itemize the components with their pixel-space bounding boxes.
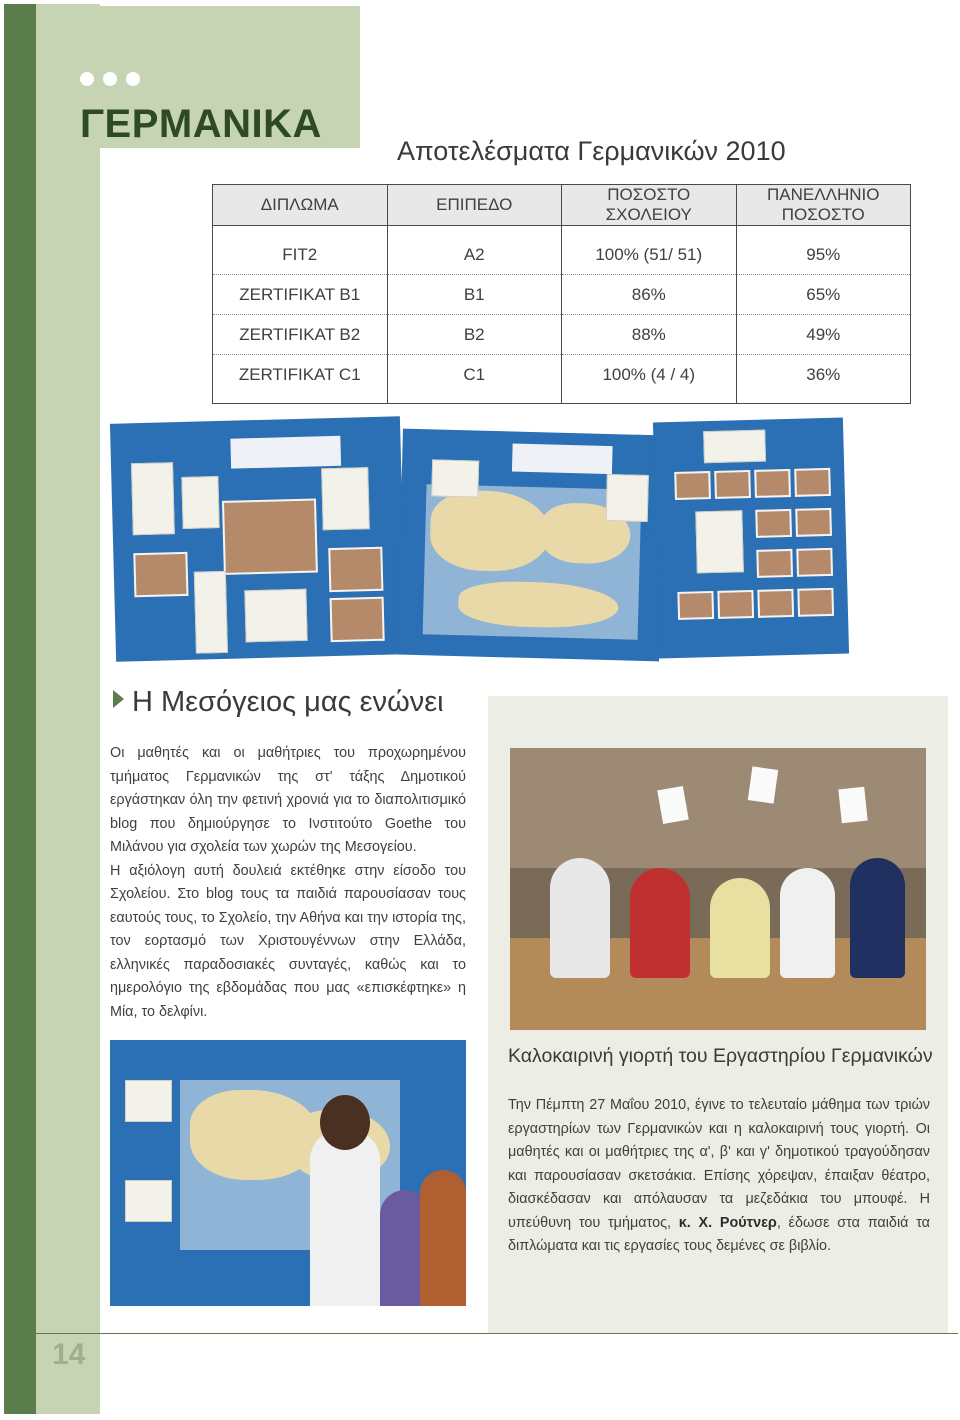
party-text [508, 1094, 930, 1259]
table-cell: C1 [387, 355, 562, 404]
table-cell: 49% [736, 315, 911, 355]
party-text-part: Την Πέμπτη 27 Μαΐου 2010, έγινε το τελευταίο μάθημα των τριών εργαστηρίων των Γερμανικών και η καλοκαιρινή τους γιορτή. Οι μαθητές και οι μαθήτριες της α', β' και γ' δημοτικού τραγούδησαν και παρουσίασαν σκετσάκια. Επίσης χόρεψαν, έπαιξαν θέατρο, διασκέδασαν και απόλαυσαν τα μεζεδάκια του μπουφέ. Η υπεύθυνη του τμήματος, [508, 1097, 930, 1231]
table-cell: 100% (4 / 4) [562, 355, 737, 404]
children-photo [510, 748, 926, 1030]
page-number: 14 [52, 1338, 86, 1371]
party-text-part: , έδωσε στα παιδιά τα διπλώματα και τις εργασίες τους δεμένες σε βιβλίο. [508, 1214, 931, 1254]
paragraph: Οι μαθητές και οι μαθήτριες του προχωρημένου τμήματος Γερμανικών της στ' τάξης Δημοτικού εργάστηκαν όλη την φετινή χρονιά για το διαπολιτισμικό blog που δημιούργησε το Ινστιτούτο Goethe του Μιλάνου για σχολεία των χωρών της Μεσογείου. [110, 745, 466, 855]
column-header: ΕΠΙΠΕΔΟ [387, 185, 562, 226]
results-table [212, 184, 911, 404]
table-cell: B2 [387, 315, 562, 355]
table-cell: 88% [562, 315, 737, 355]
children-at-map-photo [110, 1040, 466, 1306]
article-body [110, 742, 466, 1024]
map-board-photo [397, 429, 665, 662]
table-row [213, 275, 911, 315]
triangle-bullet-icon [113, 690, 124, 708]
results-title: Αποτελέσματα Γερμανικών 2010 [397, 136, 786, 166]
party-title: Καλοκαιρινή γιορτή του Εργαστηρίου Γερμανικών [508, 1045, 933, 1067]
table-cell: 36% [806, 364, 841, 384]
table-cell: A2 [387, 226, 562, 275]
table-cell: ZERTIFIKAT B2 [213, 315, 388, 355]
table-cell: 65% [736, 275, 911, 315]
section-title: ΓΕΡΜΑΝΙΚΑ [80, 102, 322, 146]
section-header-box [46, 6, 360, 148]
teacher-name: κ. Χ. Ρούτνερ [678, 1214, 777, 1231]
table-cell: ZERTIFIKAT C1 [213, 355, 388, 404]
table-row [213, 355, 911, 404]
table-cell: 95% [736, 226, 911, 275]
bulletin-board-photo-2 [653, 418, 849, 659]
footer-rule [4, 1333, 958, 1334]
table-cell: ZERTIFIKAT B1 [213, 275, 388, 315]
left-margin-bar [4, 4, 36, 1414]
header-dots-icon [80, 72, 149, 91]
table-cell: 86% [562, 275, 737, 315]
table-row [213, 315, 911, 355]
results-table-header [213, 185, 911, 226]
column-header: ΔΙΠΛΩΜΑ [213, 185, 388, 226]
left-margin-band [36, 4, 100, 1414]
paragraph: Η αξιόλογη αυτή δουλειά εκτέθηκε στην είσοδο του Σχολείου. Στο blog τους τα παιδιά παρουσίασαν τους εαυτούς τους, το Σχολείο, την Αθήνα και την ιστορία της, τον εορτασμό των Χριστουγέννων στην Ελλάδα, ελληνικές παραδοσιακές συνταγές, καθώς και το ημερολόγιο της εβδομάδας που μας «επισκέφτηκε» η Μία, το δελφίνι. [110, 862, 466, 1020]
column-header: ΠΑΝΕΛΛΗΝΙΟ ΠΟΣΟΣΤΟ [736, 185, 911, 226]
article-title-text: Η Μεσόγειος μας ενώνει [132, 686, 444, 718]
table-cell: FIT2 [213, 226, 388, 275]
column-header: ΠΟΣΟΣΤΟ ΣΧΟΛΕΙΟΥ [562, 185, 737, 226]
article-title [113, 686, 444, 719]
table-cell: B1 [387, 275, 562, 315]
table-row [213, 226, 911, 275]
bulletin-board-photo-1 [110, 416, 406, 662]
table-cell: 100% (51/ 51) [562, 226, 737, 275]
